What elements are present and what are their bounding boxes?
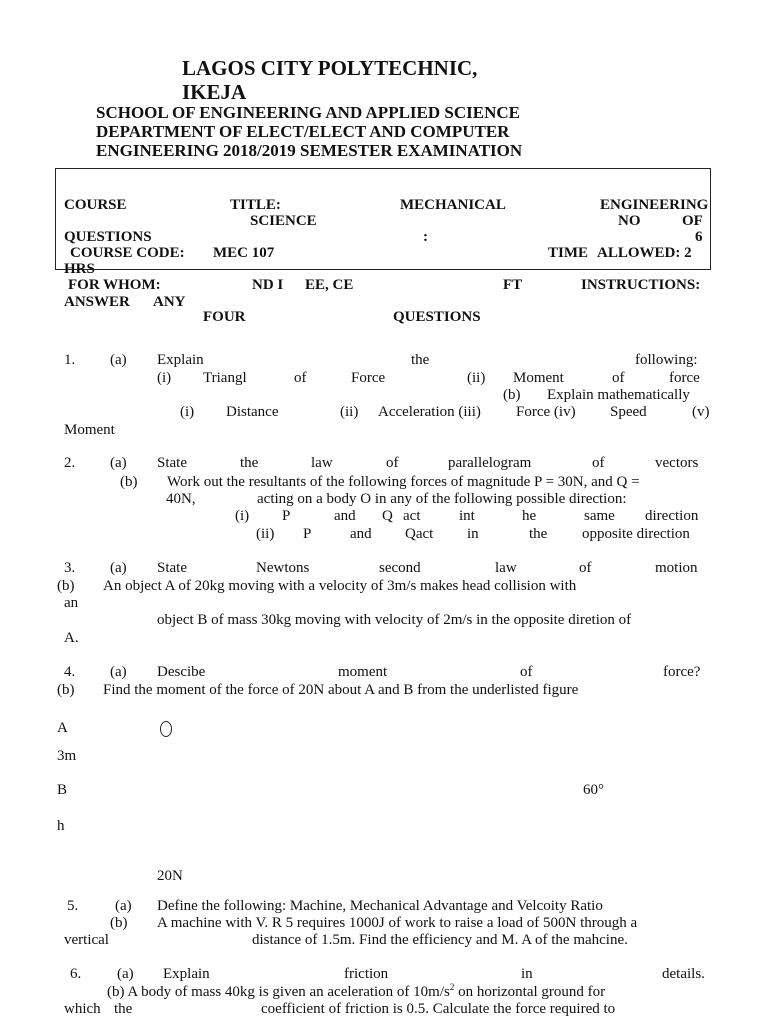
q3-a-end: A. [64,630,79,646]
q2-vectors: vectors [655,455,699,471]
q6-friction: friction [344,966,389,982]
figure-label-b: B [57,782,68,798]
q5-b: (b) [110,915,128,931]
institution-city: IKEJA [182,80,247,104]
q1-of2: of [612,370,625,386]
q6-in: in [521,966,533,982]
q2-int: int [459,508,475,524]
class-nd: ND I [252,277,284,293]
figure-force-20n: 20N [157,868,183,884]
figure-label-3m: 3m [57,748,77,764]
q3-state: State [157,560,187,576]
q1-i: (i) [157,370,172,386]
q5-number: 5. [67,898,79,914]
department-name: DEPARTMENT OF ELECT/ELECT AND COMPUTER [96,122,510,141]
q2-acting: acting on a body O in any of the following possible direction: [257,491,627,507]
q2-opposite-direction: opposite direction [582,526,690,542]
q6-which: which [64,1001,101,1017]
figure-angle-60: 60° [583,782,604,798]
q2-state: State [157,455,187,471]
q1-of1: of [294,370,307,386]
q2-a: (a) [110,455,127,471]
q1-the: the [411,352,430,368]
q2-of1: of [386,455,399,471]
q1-following: following: [635,352,698,368]
q6-b-text-start: (b) A body of mass 40kg is given an aceleration of 10m/s [107,984,450,1000]
q4-moment: moment [338,664,388,680]
q4-b: (b) [57,682,75,698]
q1-moment: Moment [513,370,564,386]
instructions-label: INSTRUCTIONS: [581,277,701,293]
q3-of: of [579,560,592,576]
q1-speed: Speed [610,404,647,420]
q5-b-text: A machine with V. R 5 requires 1000J of work to raise a load of 500N through a [157,915,638,931]
q6-superscript: 2 [449,982,455,992]
course-code: MEC 107 [213,245,275,261]
institution-name: LAGOS CITY POLYTECHNIC, [182,56,478,80]
of-word: OF [682,213,703,229]
colon: : [423,229,428,245]
time-word: TIME [548,245,589,261]
q2-b: (b) [120,474,138,490]
q5-a: (a) [115,898,132,914]
q1-a: (a) [110,352,127,368]
q3-law: law [495,560,517,576]
course-title-engineering: ENGINEERING [600,197,709,213]
q2-b-text: Work out the resultants of the following forces of magnitude P = 30N, and Q = [167,474,640,490]
q3-number: 3. [64,560,76,576]
q4-descibe: Descibe [157,664,206,680]
q1-force1: Force [351,370,386,386]
q1-b-ii: (ii) [340,404,359,420]
title-label: TITLE: [230,197,281,213]
class-depts: EE, CE [305,277,354,293]
q3-newtons: Newtons [256,560,310,576]
q1-b: (b) [503,387,521,403]
no-word: NO [618,213,641,229]
q3-an: an [64,595,79,611]
q4-force: force? [663,664,701,680]
q2-i: (i) [235,508,250,524]
course-title-mechanical: MECHANICAL [400,197,506,213]
q2-same: same [584,508,615,524]
q2-act1: act [403,508,421,524]
q2-of2: of [592,455,605,471]
course-word: COURSE [64,197,127,213]
q2-in: in [467,526,479,542]
question-count: 6 [695,229,703,245]
q3-second: second [379,560,421,576]
course-code-label: COURSE CODE: [70,245,185,261]
q6-number: 6. [70,966,82,982]
q2-q1: Q [382,508,393,524]
q1-triangl: Triangl [203,370,247,386]
q2-parallelogram: parallelogram [448,455,532,471]
q3-b: (b) [57,578,75,594]
q1-force2: force [669,370,700,386]
q2-p2: P [303,526,312,542]
q2-law: law [311,455,333,471]
q1-explain: Explain [157,352,204,368]
q4-number: 4. [64,664,76,680]
school-name: SCHOOL OF ENGINEERING AND APPLIED SCIENCE [96,103,520,122]
q4-of: of [520,664,533,680]
for-whom-label: FOR WHOM: [68,277,161,293]
q6-explain: Explain [163,966,210,982]
q3-c-text: object B of mass 30kg moving with velocity of 2m/s in the opposite diretion of [157,612,632,628]
q6-b-text-end: on horizontal ground for [454,984,606,1000]
q1-moment2: Moment [64,422,115,438]
q2-and2: and [350,526,372,542]
q1-number: 1. [64,352,76,368]
q2-direction1: direction [645,508,699,524]
q5-vertical: vertical [64,932,109,948]
q5-c-text: distance of 1.5m. Find the efficiency and M. A of the mahcine. [252,932,628,948]
q6-b-text [107,984,605,1001]
q1-ii: (ii) [467,370,486,386]
q1-distance: Distance [226,404,279,420]
q6-a: (a) [117,966,134,982]
q1-explain-math: Explain mathematically [547,387,690,403]
questions-word: QUESTIONS [64,229,152,245]
figure-label-a: A [57,720,68,736]
q6-the: the [114,1001,133,1017]
exam-title: ENGINEERING 2018/2019 SEMESTER EXAMINATION [96,141,523,160]
class-ft: FT [503,277,523,293]
q1-acceleration: Acceleration (iii) [378,404,481,420]
q2-he: he [522,508,537,524]
figure-label-h: h [57,818,65,834]
instructions-questions-word: QUESTIONS [393,309,481,325]
q2-the2: the [529,526,548,542]
q2-the: the [240,455,259,471]
q4-a: (a) [110,664,127,680]
q2-p1: P [282,508,291,524]
q6-details: details. [662,966,705,982]
q3-b-text: An object A of 20kg moving with a velocity of 3m/s makes head collision with [103,578,577,594]
answer-word: ANSWER [64,294,130,310]
q2-number: 2. [64,455,76,471]
time-allowed: ALLOWED: 2 [597,245,692,261]
q2-qact: Qact [405,526,434,542]
q1-v: (v) [692,404,710,420]
q3-motion: motion [655,560,698,576]
four-word: FOUR [203,309,246,325]
q2-40n: 40N, [166,491,196,507]
q4-b-text: Find the moment of the force of 20N about A and B from the underlisted figure [103,682,579,698]
q1-force3: Force (iv) [516,404,576,420]
q1-b-i: (i) [180,404,195,420]
course-title-science: SCIENCE [250,213,317,229]
q2-ii: (ii) [256,526,275,542]
q5-a-text: Define the following: Machine, Mechanical Advantage and Velcoity Ratio [157,898,603,914]
q6-c-text: coefficient of friction is 0.5. Calculate the force required to [261,1001,616,1017]
figure-pivot-circle [160,721,172,737]
q3-a: (a) [110,560,127,576]
q2-and1: and [334,508,356,524]
any-word: ANY [153,294,186,310]
hrs-word: HRS [64,261,95,277]
